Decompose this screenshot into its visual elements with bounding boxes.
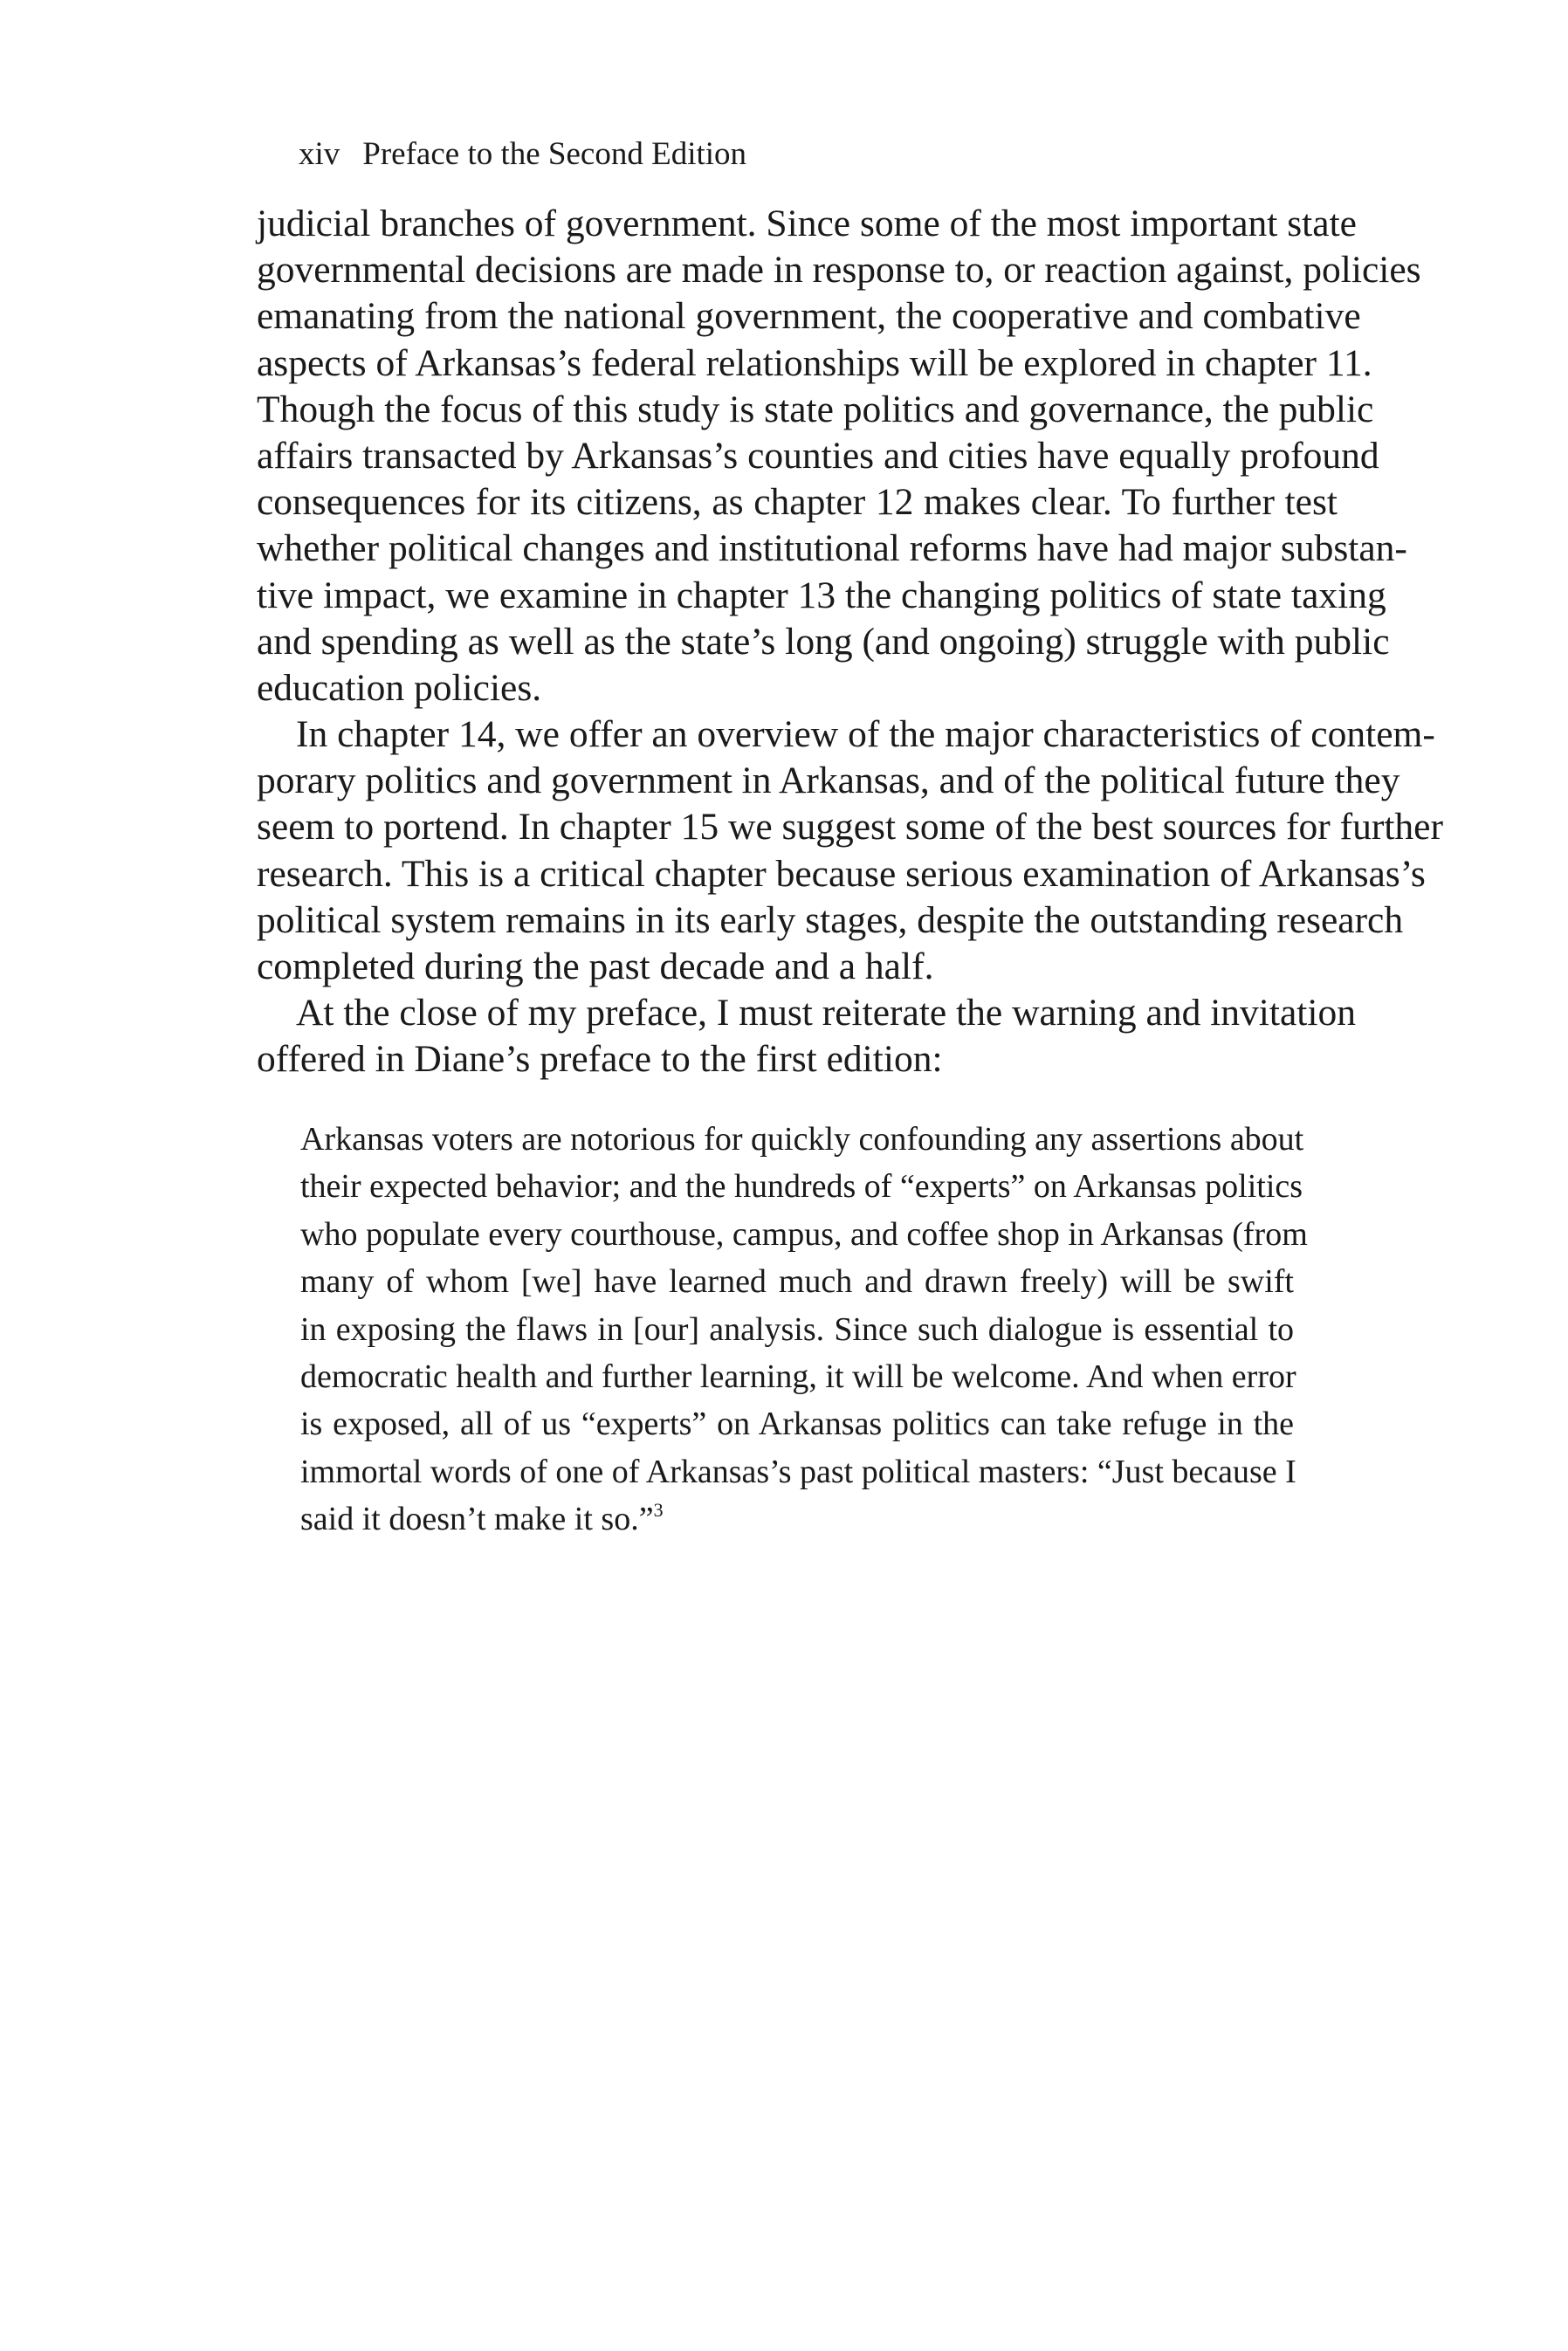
running-head	[299, 133, 746, 176]
body-line: research. This is a critical chapter because serious examination of Arkansas’s	[257, 852, 1426, 895]
body-line: seem to portend. In chapter 15 we suggest some of the best sources for further	[257, 806, 1443, 849]
body-line: porary politics and government in Arkansas, and of the political future they	[257, 760, 1400, 802]
body-line: At the close of my preface, I must reiterate the warning and invitation	[296, 992, 1356, 1035]
quote-line: many of whom [we] have learned much and drawn freely) will be swift	[300, 1263, 1294, 1301]
quote-line: is exposed, all of us “experts” on Arkansas politics can take refuge in the	[300, 1406, 1294, 1443]
body-line: completed during the past decade and a half.	[257, 945, 934, 987]
body-line: and spending as well as the state’s long (and ongoing) struggle with public	[257, 620, 1390, 663]
block-quote	[300, 1116, 1308, 1543]
body-line: tive impact, we examine in chapter 13 the changing politics of state taxing	[257, 574, 1386, 616]
running-head-title: Preface to the Second Edition	[362, 136, 747, 172]
body-line: judicial branches of government. Since some of the most important state	[257, 203, 1357, 244]
footnote-marker[interactable]: 3	[653, 1499, 664, 1522]
page-number: xiv	[299, 136, 340, 172]
quote-line: immortal words of one of Arkansas’s past political masters: “Just because I	[300, 1453, 1296, 1490]
quote-last-line	[300, 1495, 1294, 1543]
body-line: governmental decisions are made in response to, or reaction against, policies	[257, 249, 1421, 292]
body-line: offered in Diane’s preface to the first edition:	[257, 1038, 943, 1081]
quote-line: democratic health and further learning, it will be welcome. And when error	[300, 1358, 1296, 1395]
quote-line: Arkansas voters are notorious for quickly confounding any assertions about	[300, 1121, 1304, 1158]
body-line: education policies.	[257, 666, 542, 709]
body-line: whether political changes and institutional reforms have had major substan-	[257, 527, 1407, 570]
quote-line: their expected behavior; and the hundreds of “experts” on Arkansas politics	[300, 1168, 1303, 1206]
body-line: political system remains in its early stages, despite the outstanding research	[257, 898, 1404, 941]
body-line: Though the focus of this study is state politics and governance, the public	[257, 388, 1374, 430]
body-line: In chapter 14, we offer an overview of the major characteristics of contem-	[296, 713, 1435, 756]
quote-line: who populate every courthouse, campus, and coffee shop in Arkansas (from	[300, 1215, 1308, 1253]
quote-line: in exposing the flaws in [our] analysis. Since such dialogue is essential to	[300, 1310, 1294, 1348]
quote-line: said it doesn’t make it so.”	[300, 1501, 654, 1538]
body-line: consequences for its citizens, as chapter 12 makes clear. To further test	[257, 481, 1338, 524]
body-line: aspects of Arkansas’s federal relationships will be explored in chapter 11.	[257, 341, 1372, 384]
body-line: emanating from the national government, the cooperative and combative	[257, 295, 1361, 338]
body-line: affairs transacted by Arkansas’s counties and cities have equally profound	[257, 434, 1379, 477]
body-text	[257, 201, 1443, 1083]
